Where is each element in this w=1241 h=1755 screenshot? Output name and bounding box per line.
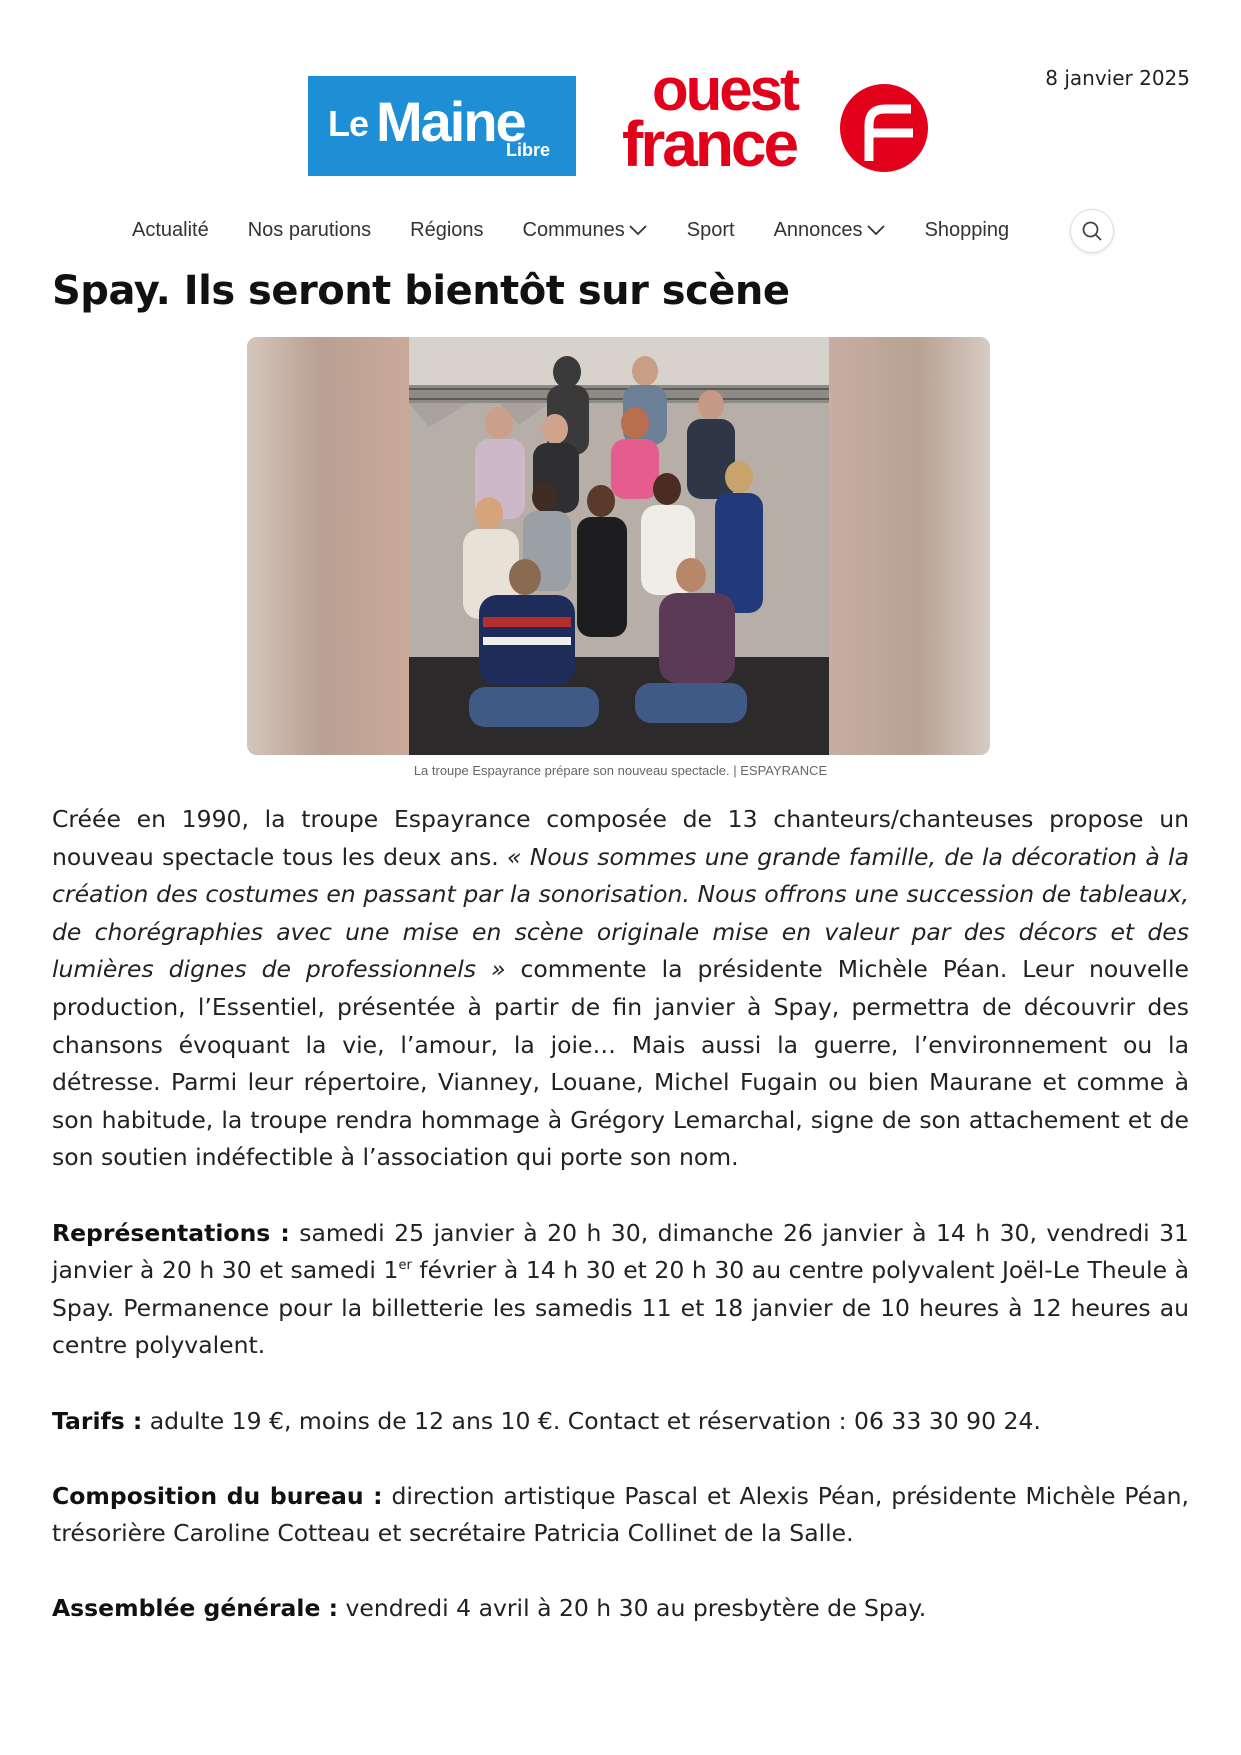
article-paragraph-tarifs: Tarifs : adulte 19 €, moins de 12 ans 10 €. Contact et réservation : 06 33 30 90 24. <box>52 1406 1041 1435</box>
nav-item-communes[interactable]: Communes <box>523 219 648 242</box>
nav-item-sport[interactable]: Sport <box>686 218 735 241</box>
label-representations: Représentations : <box>52 1218 290 1247</box>
label-assemblee: Assemblée générale : <box>52 1594 338 1623</box>
ouest-france-emblem-icon <box>839 83 929 173</box>
chevron-down-icon <box>866 224 886 236</box>
search-icon <box>1081 220 1103 242</box>
article-title: Spay. Ils seront bientôt sur scène <box>52 268 790 314</box>
article-paragraph-bureau: Composition du bureau : direction artistique Pascal et Alexis Péan, présidente Michèle Péan, trésorière Caroline Cotteau et secrétaire Patricia Collinet de la Salle. <box>52 1481 1189 1548</box>
nav-item-shopping[interactable]: Shopping <box>924 218 1010 241</box>
le-maine-libre-logo[interactable] <box>308 76 576 176</box>
logo-france-text: france <box>622 108 797 180</box>
ouest-france-logo[interactable] <box>622 56 942 182</box>
article-paragraph-representations: Représentations : samedi 25 janvier à 20 h 30, dimanche 26 janvier à 14 h 30, vendredi 31 janvier à 20 h 30 et samedi 1er février à 14 h 30 et 20 h 30 au centre polyvalent Joël-Le Theule à Spay. Permanence pour la billetterie les samedis 11 et 18 janvier de 10 heures à 12 heures au centre polyvalent. <box>52 1218 1189 1360</box>
group-photo-troupe <box>409 337 829 755</box>
publication-date: 8 janvier 2025 <box>1045 66 1190 90</box>
nav-item-regions[interactable]: Régions <box>410 218 484 241</box>
chevron-down-icon <box>628 224 648 236</box>
nav-item-actualite[interactable]: Actualité <box>132 218 209 241</box>
logo-le-text: Le <box>328 103 369 144</box>
main-nav <box>132 212 1048 248</box>
label-bureau: Composition du bureau : <box>52 1481 383 1510</box>
article-photo <box>247 337 990 755</box>
search-button[interactable] <box>1070 209 1114 253</box>
nav-item-annonces[interactable]: Annonces <box>774 219 886 242</box>
photo-blur-left <box>247 337 409 755</box>
logo-maine-text: Maine <box>376 90 525 153</box>
article-body <box>52 801 1189 1666</box>
logo-libre-text: Libre <box>506 140 551 160</box>
article-paragraph-intro: Créée en 1990, la troupe Espayrance composée de 13 chanteurs/chanteuses propose un nouveau spectacle tous les deux ans. « Nous sommes une grande famille, de la décoration à la création des costumes en passant par la sonorisation. Nous offrons une succession de tableaux, de chorégraphies avec une mise en scène originale mise en valeur par des décors et des lumières dignes de professionnels » commente la présidente Michèle Péan. Leur nouvelle production, l’Essentiel, présentée à partir de fin janvier à Spay, permettra de découvrir des chansons évoquant la vie, l’amour, la joie… Mais aussi la guerre, l’environnement ou la détresse. Parmi leur répertoire, Vianney, Louane, Michel Fugain ou bien Maurane et comme à son habitude, la troupe rendra hommage à Grégory Lemarchal, signe de son attachement et de son soutien indéfectible à l’association qui porte son nom. <box>52 805 1190 1172</box>
article-paragraph-assemblee: Assemblée générale : vendredi 4 avril à 20 h 30 au presbytère de Spay. <box>52 1594 927 1623</box>
quote: « Nous sommes une grande famille, de la décoration à la création des costumes en passant par la sonorisation. Nous offrons une succession de tableaux, de chorégraphies avec une mise en scène originale mise en valeur par des décors et des lumières dignes de professionnels » <box>52 842 1189 984</box>
nav-item-nos-parutions[interactable]: Nos parutions <box>247 218 372 241</box>
logo-ouest-text: ouest <box>652 56 798 123</box>
photo-caption: La troupe Espayrance prépare son nouveau spectacle. | ESPAYRANCE <box>413 763 828 778</box>
label-tarifs: Tarifs : <box>52 1406 143 1435</box>
photo-blur-right <box>829 337 990 755</box>
